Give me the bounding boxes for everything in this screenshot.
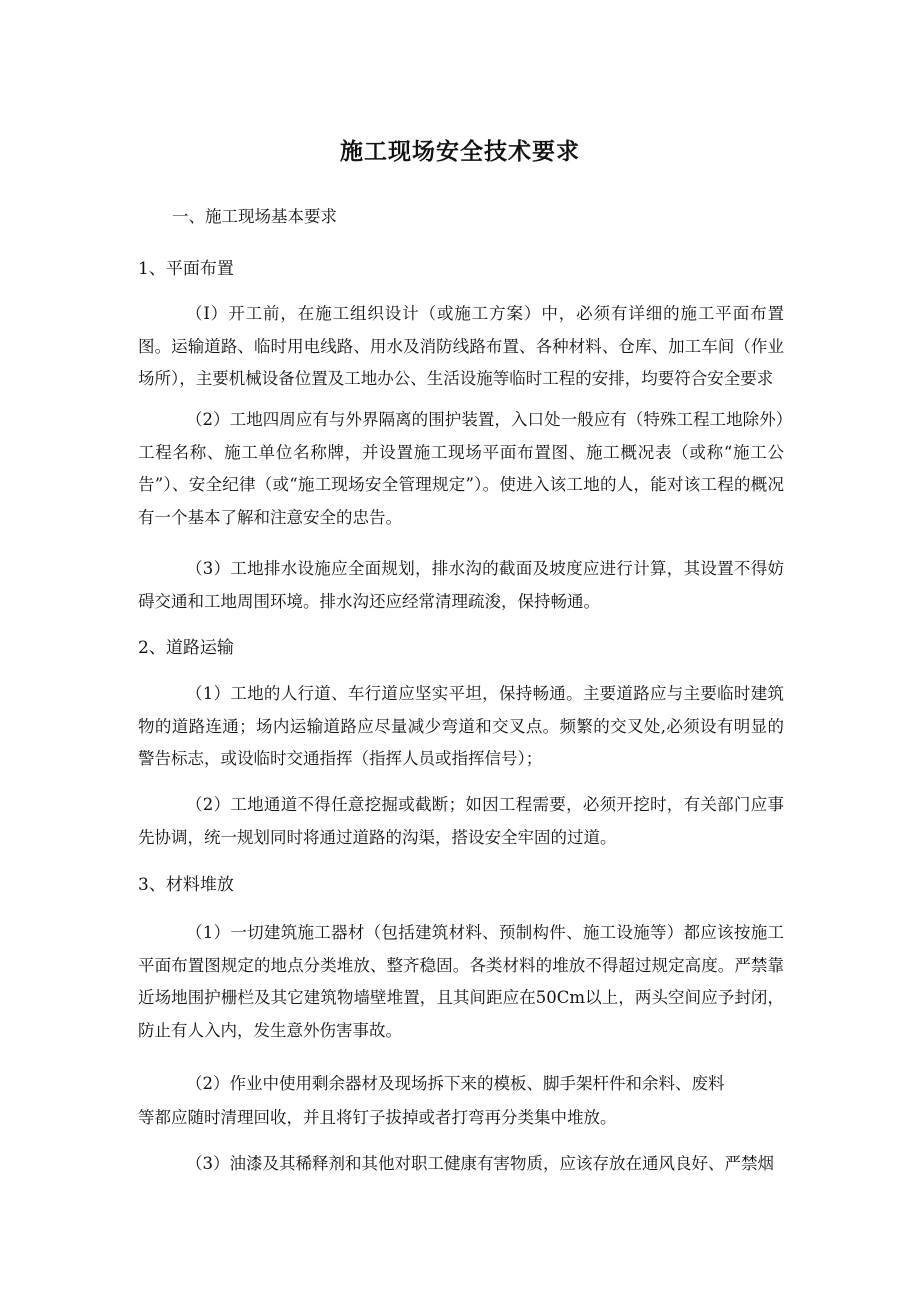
section-heading: 1、平面布置	[138, 259, 234, 279]
paragraph: 等都应随时清理回收，并且将钉子拔掉或者打弯再分类集中堆放。	[138, 1108, 617, 1127]
section-subtitle: 一、施工现场基本要求	[172, 207, 337, 226]
paragraph: （3）工地排水设施应全面规划，排水沟的截面及坡度应进行计算，其设置不得妨碍交通和工地周围环境。排水沟还应经常清理疏浚，保持畅通。	[138, 559, 784, 611]
section-heading: 2、道路运输	[138, 638, 234, 658]
paragraph: （I）开工前，在施工组织设计（或施工方案）中，必须有详细的施工平面布置图。运输道路、临时用电线路、用水及消防线路布置、各种材料、仓库、加工车间（作业场所），主要机械设备位置及工地办公、生活设施等临时工程的安排，均要符合安全要求	[138, 304, 784, 388]
page-title: 施工现场安全技术要求	[340, 139, 580, 165]
paragraph: （2）作业中使用剩余器材及现场拆下来的模板、脚手架杆件和余料、废料	[186, 1074, 725, 1093]
paragraph: （2）工地通道不得任意挖掘或截断；如因工程需要，必须开挖时，有关部门应事先协调，统一规划同时将通过道路的沟渠，搭设安全牢固的过道。	[138, 795, 784, 847]
paragraph: （3）油漆及其稀释剂和其他对职工健康有害物质，应该存放在通风良好、严禁烟	[186, 1154, 774, 1173]
paragraph: （2）工地四周应有与外界隔离的围护装置，入口处一般应有（特殊工程工地除外）工程名称、施工单位名称牌，并设置施工现场平面布置图、施工概况表（或称“施工公告”）、安全纪律（或“施工现场安全管理规定”）。使进入该工地的人，能对该工程的概况有一个基本了解和注意安全的忠告。	[138, 410, 784, 527]
section-heading: 3、材料堆放	[138, 875, 234, 895]
paragraph: （1）一切建筑施工器材（包括建筑材料、预制构件、施工设施等）都应该按施工平面布置图规定的地点分类堆放、整齐稳固。各类材料的堆放不得超过规定高度。严禁靠近场地围护栅栏及其它建筑物墙壁堆置，且其间距应在50Cm以上，两头空间应予封闭，防止有人入内，发生意外伤害事故。	[138, 923, 784, 1040]
paragraph: （1）工地的人行道、车行道应坚实平坦，保持畅通。主要道路应与主要临时建筑物的道路连通；场内运输道路应尽量减少弯道和交叉点。频繁的交叉处,必须设有明显的警告标志，或设临时交通指挥（指挥人员或指挥信号）；	[138, 684, 784, 768]
